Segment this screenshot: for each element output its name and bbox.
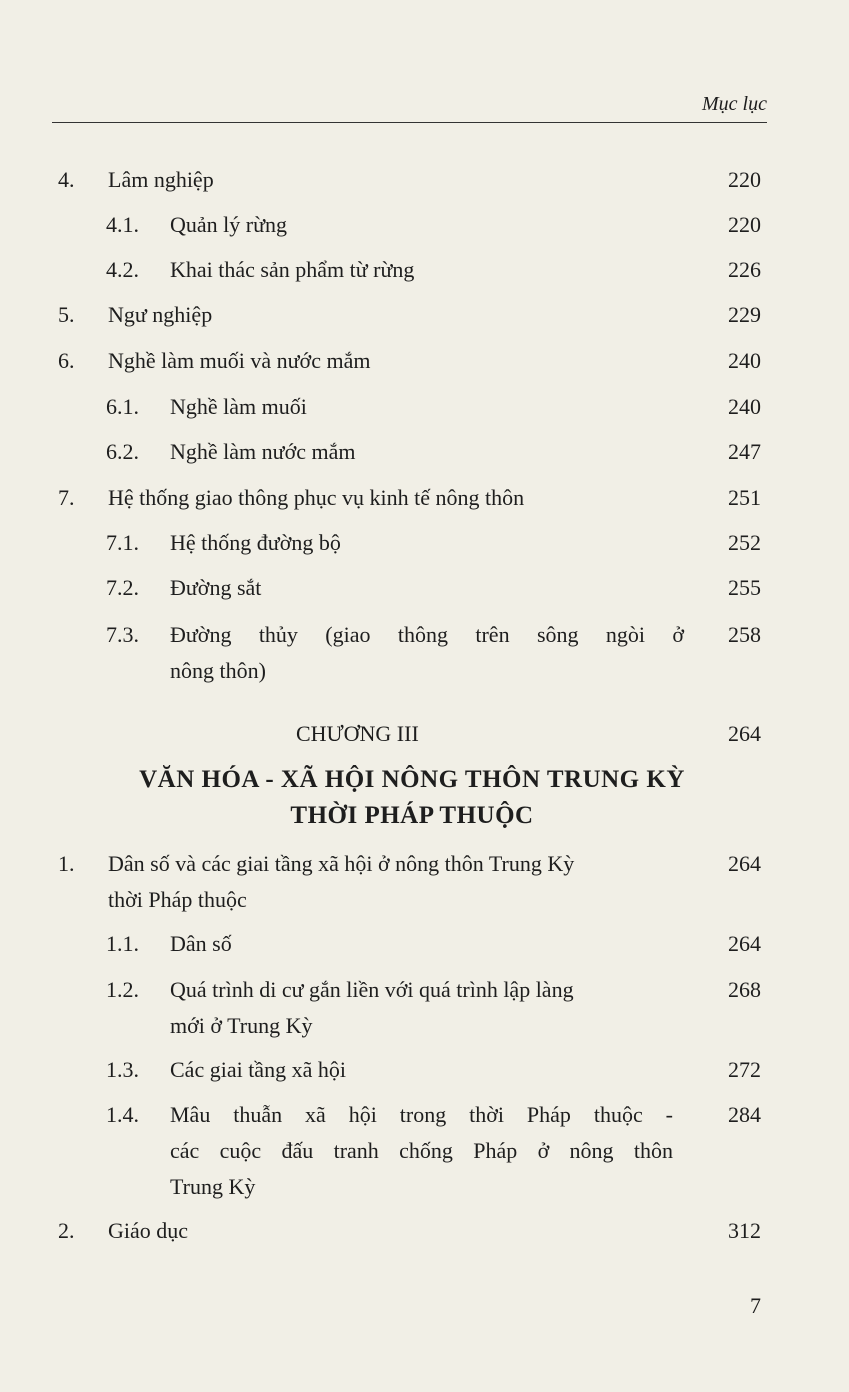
toc-entry-title: Các giai tầng xã hội xyxy=(170,1057,346,1082)
part-title-line: THỜI PHÁP THUỘC xyxy=(290,802,534,829)
running-head xyxy=(52,92,767,123)
page-number: 7 xyxy=(750,1293,761,1318)
toc-entry-page: 284 xyxy=(728,1102,761,1127)
toc-entry[interactable] xyxy=(0,617,849,689)
part-title-line: VĂN HÓA - XÃ HỘI NÔNG THÔN TRUNG KỲ xyxy=(139,766,685,793)
toc-entry-number: 1.2. xyxy=(106,977,139,1002)
toc-entry-page: 247 xyxy=(728,439,761,464)
toc-entry-title-line: Đường thủy (giao thông trên sông ngòi ở xyxy=(170,622,684,647)
toc-entry-page: 255 xyxy=(728,575,761,600)
toc-entry-title-line: mới ở Trung Kỳ xyxy=(170,1013,313,1038)
toc-entry-number: 6.2. xyxy=(106,439,139,464)
toc-entry-title: Đường sắt xyxy=(170,575,262,600)
toc-entry-page: 268 xyxy=(728,977,761,1002)
toc-entry-page: 226 xyxy=(728,257,761,282)
toc-entry[interactable] xyxy=(0,1097,849,1205)
toc-entry-title: Dân số xyxy=(170,931,232,956)
toc-entry-number: 5. xyxy=(58,302,75,327)
toc-entry-title: Ngư nghiệp xyxy=(108,302,213,327)
toc-entry-page: 264 xyxy=(728,931,761,956)
toc-entry-page: 258 xyxy=(728,622,761,647)
toc-entry-title: Quản lý rừng xyxy=(170,212,288,237)
toc-entry-number: 4.2. xyxy=(106,257,139,282)
toc-entry-page: 272 xyxy=(728,1057,761,1082)
toc-entry-title-line: Dân số và các giai tầng xã hội ở nông thôn Trung Kỳ xyxy=(108,851,575,876)
running-head-label: Mục lục xyxy=(702,93,767,115)
toc-entry-page: 220 xyxy=(728,167,761,192)
toc-entry-number: 7. xyxy=(58,485,75,510)
toc-entry-title: Khai thác sản phẩm từ rừng xyxy=(170,257,415,282)
toc-entry-number: 4. xyxy=(58,167,75,192)
chapter-label: CHƯƠNG III xyxy=(296,721,419,746)
toc-entry-title-line: Quá trình di cư gắn liền với quá trình lập làng xyxy=(170,977,574,1002)
toc-entry[interactable] xyxy=(0,846,849,918)
toc-entry-number: 6.1. xyxy=(106,394,139,419)
toc-entry-number: 1.3. xyxy=(106,1057,139,1082)
part-title xyxy=(52,762,772,834)
toc-entry-title: Lâm nghiệp xyxy=(108,167,214,192)
toc-entry-title: Nghề làm muối và nước mắm xyxy=(108,348,371,373)
toc-entry-page: 220 xyxy=(728,212,761,237)
toc-entry-number: 7.1. xyxy=(106,530,139,555)
toc-entry-page: 264 xyxy=(728,851,761,876)
toc-entry[interactable] xyxy=(0,972,849,1044)
toc-entry-page: 229 xyxy=(728,302,761,327)
toc-entry-title-line: nông thôn) xyxy=(170,658,266,683)
toc-entry-number: 4.1. xyxy=(106,212,139,237)
toc-entry-page: 251 xyxy=(728,485,761,510)
toc-entry-number: 1.4. xyxy=(106,1102,139,1127)
toc-entry-number: 1.1. xyxy=(106,931,139,956)
toc-entry-title: Hệ thống đường bộ xyxy=(170,530,341,555)
toc-entry-title: Hệ thống giao thông phục vụ kinh tế nông thôn xyxy=(108,485,525,510)
toc-entry-page: 252 xyxy=(728,530,761,555)
toc-entry-number: 2. xyxy=(58,1218,75,1243)
toc-entry-title-line: thời Pháp thuộc xyxy=(108,887,247,912)
toc-entry-page: 240 xyxy=(728,394,761,419)
toc-entry-title: Nghề làm muối xyxy=(170,394,307,419)
toc-entry-number: 6. xyxy=(58,348,75,373)
toc-entry-number: 7.2. xyxy=(106,575,139,600)
toc-entry-page: 240 xyxy=(728,348,761,373)
toc-entry-title: Nghề làm nước mắm xyxy=(170,439,356,464)
toc-entry-number: 1. xyxy=(58,851,75,876)
toc-entry-number: 7.3. xyxy=(106,622,139,647)
toc-entry-title-line: Mâu thuẫn xã hội trong thời Pháp thuộc - xyxy=(170,1102,673,1127)
toc-entry-title-line: các cuộc đấu tranh chống Pháp ở nông thôn xyxy=(170,1138,673,1163)
toc-entry-page: 264 xyxy=(728,721,761,746)
toc-entry-title: Giáo dục xyxy=(108,1218,189,1243)
toc-entry-title-line: Trung Kỳ xyxy=(170,1174,256,1199)
toc-entry-page: 312 xyxy=(728,1218,761,1243)
